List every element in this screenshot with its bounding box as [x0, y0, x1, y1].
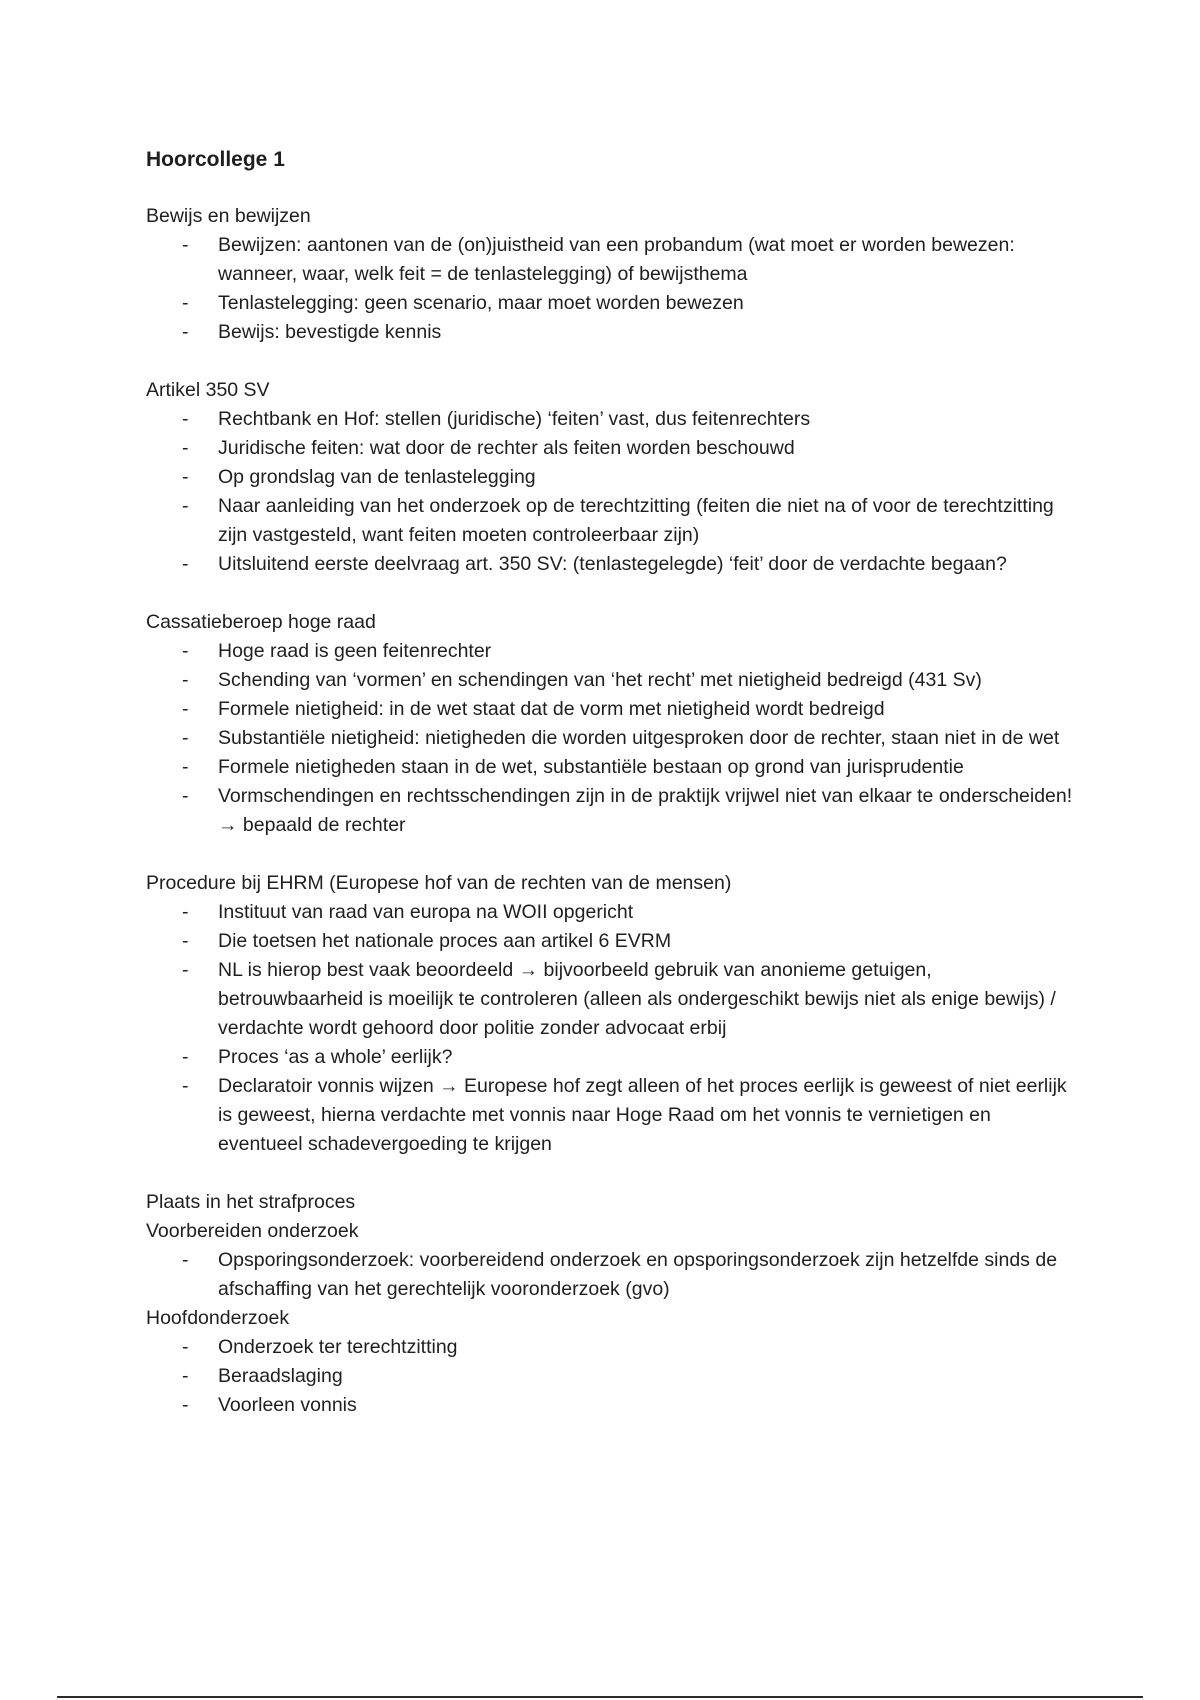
page-title: Hoorcollege 1 — [146, 148, 285, 171]
bullet-list — [146, 231, 1076, 347]
list-item-text: Formele nietigheden staan in de wet, substantiële bestaan op grond van jurisprudentie — [218, 756, 964, 778]
bullet-dash: - — [182, 466, 189, 488]
bullet-dash: - — [182, 553, 189, 575]
list-item-text: Opsporingsonderzoek: voorbereidend onderzoek en opsporingsonderzoek zijn hetzelfde sinds de afschaffing van het gerechtelijk vooronderzoek (gvo) — [218, 1249, 1058, 1300]
bullet-dash: - — [182, 234, 189, 256]
list-item — [146, 289, 1076, 318]
list-item-text: Bewijzen: aantonen van de (on)juistheid van een probandum (wat moet er worden bewezen: wanneer, waar, welk feit = de tenlastelegging) of bewijsthema — [218, 234, 1015, 285]
list-item — [146, 231, 1076, 289]
subsection-heading: Hoofdonderzoek — [146, 1307, 290, 1329]
bullet-dash: - — [182, 901, 189, 923]
section — [146, 202, 1076, 347]
bullet-dash: - — [182, 640, 189, 662]
list-item-text: Tenlastelegging: geen scenario, maar moet worden bewezen — [218, 292, 744, 314]
bullet-list — [146, 405, 1076, 579]
list-item-text: Voorleen vonnis — [218, 1394, 357, 1416]
list-item — [146, 1246, 1076, 1304]
list-item — [146, 1072, 1076, 1159]
bullet-dash: - — [182, 756, 189, 778]
section — [146, 869, 1076, 1159]
bullet-list — [146, 637, 1076, 840]
bullet-dash: - — [182, 321, 189, 343]
bullet-dash: - — [182, 495, 189, 517]
list-item — [146, 1333, 1076, 1362]
list-item-text: Schending van ‘vormen’ en schendingen van ‘het recht’ met nietigheid bedreigd (431 Sv) — [218, 669, 982, 691]
list-item — [146, 318, 1076, 347]
section-heading: Artikel 350 SV — [146, 379, 270, 401]
section — [146, 376, 1076, 579]
list-item — [146, 927, 1076, 956]
list-item — [146, 463, 1076, 492]
list-item — [146, 492, 1076, 550]
section — [146, 608, 1076, 840]
bullet-list — [146, 1333, 1076, 1420]
list-item-text: Rechtbank en Hof: stellen (juridische) ‘feiten’ vast, dus feitenrechters — [218, 408, 811, 430]
bullet-dash: - — [182, 698, 189, 720]
bullet-dash: - — [182, 1365, 189, 1387]
list-item-text: Op grondslag van de tenlastelegging — [218, 466, 536, 488]
list-item — [146, 724, 1076, 753]
list-item-text: Instituut van raad van europa na WOII opgericht — [218, 901, 634, 923]
bullet-dash: - — [182, 1249, 189, 1271]
list-item-text: Juridische feiten: wat door de rechter als feiten worden beschouwd — [218, 437, 795, 459]
sections-container — [146, 202, 1076, 1159]
list-item-text: Substantiële nietigheid: nietigheden die worden uitgesproken door de rechter, staan niet in de wet — [218, 727, 1060, 749]
bullet-list — [146, 898, 1076, 1159]
bullet-dash: - — [182, 669, 189, 691]
list-item-text: Onderzoek ter terechtzitting — [218, 1336, 458, 1358]
bullet-dash: - — [182, 437, 189, 459]
list-item — [146, 666, 1076, 695]
bullet-dash: - — [182, 292, 189, 314]
list-item — [146, 1391, 1076, 1420]
list-item — [146, 434, 1076, 463]
list-item-text: Vormschendingen en rechtsschendingen zijn in de praktijk vrijwel niet van elkaar te onderscheiden! → bepaald de rechter — [218, 785, 1073, 836]
subsection-heading: Voorbereiden onderzoek — [146, 1220, 359, 1242]
list-item-text: Bewijs: bevestigde kennis — [218, 321, 442, 343]
list-item — [146, 898, 1076, 927]
section-heading: Plaats in het strafproces — [146, 1191, 356, 1213]
bullet-dash: - — [182, 1046, 189, 1068]
list-item — [146, 405, 1076, 434]
list-item — [146, 695, 1076, 724]
list-item-text: Formele nietigheid: in de wet staat dat de vorm met nietigheid wordt bedreigd — [218, 698, 885, 720]
list-item — [146, 753, 1076, 782]
list-item-text: Proces ‘as a whole’ eerlijk? — [218, 1046, 453, 1068]
list-item-text: Die toetsen het nationale proces aan artikel 6 EVRM — [218, 930, 672, 952]
list-item-text: Uitsluitend eerste deelvraag art. 350 SV: (tenlastegelegde) ‘feit’ door de verdachte begaan? — [218, 553, 1007, 575]
bullet-dash: - — [182, 1394, 189, 1416]
list-item — [146, 1362, 1076, 1391]
list-item — [146, 782, 1076, 840]
bullet-dash: - — [182, 1336, 189, 1358]
list-item — [146, 550, 1076, 579]
list-item-text: Declaratoir vonnis wijzen → Europese hof zegt alleen of het proces eerlijk is geweest of niet eerlijk is geweest, hierna verdachte met vonnis naar Hoge Raad om het vonnis te vernietigen en eventueel schadevergoeding te krijgen — [218, 1075, 1067, 1155]
document-page — [146, 146, 1076, 1420]
section-strafproces — [146, 1188, 1076, 1420]
bullet-dash: - — [182, 959, 189, 981]
list-item — [146, 956, 1076, 1043]
list-item-text: NL is hierop best vaak beoordeeld → bijvoorbeeld gebruik van anonieme getuigen, betrouwbaarheid is moeilijk te controleren (alleen als ondergeschikt bewijs niet als enige bewijs) / verdachte wordt gehoord door politie zonder advocaat erbij — [218, 959, 1056, 1039]
bullet-dash: - — [182, 408, 189, 430]
bullet-dash: - — [182, 1075, 189, 1097]
list-item — [146, 637, 1076, 666]
section-heading: Bewijs en bewijzen — [146, 205, 311, 227]
bullet-dash: - — [182, 930, 189, 952]
list-item-text: Hoge raad is geen feitenrechter — [218, 640, 492, 662]
bullet-dash: - — [182, 727, 189, 749]
section-heading: Cassatieberoep hoge raad — [146, 611, 376, 633]
bullet-dash: - — [182, 785, 189, 807]
list-item-text: Beraadslaging — [218, 1365, 343, 1387]
list-item — [146, 1043, 1076, 1072]
list-item-text: Naar aanleiding van het onderzoek op de terechtzitting (feiten die niet na of voor de terechtzitting zijn vastgesteld, want feiten moeten controleerbaar zijn) — [218, 495, 1054, 546]
bullet-list — [146, 1246, 1076, 1304]
section-heading: Procedure bij EHRM (Europese hof van de rechten van de mensen) — [146, 872, 732, 894]
footer-divider — [57, 1696, 1143, 1698]
